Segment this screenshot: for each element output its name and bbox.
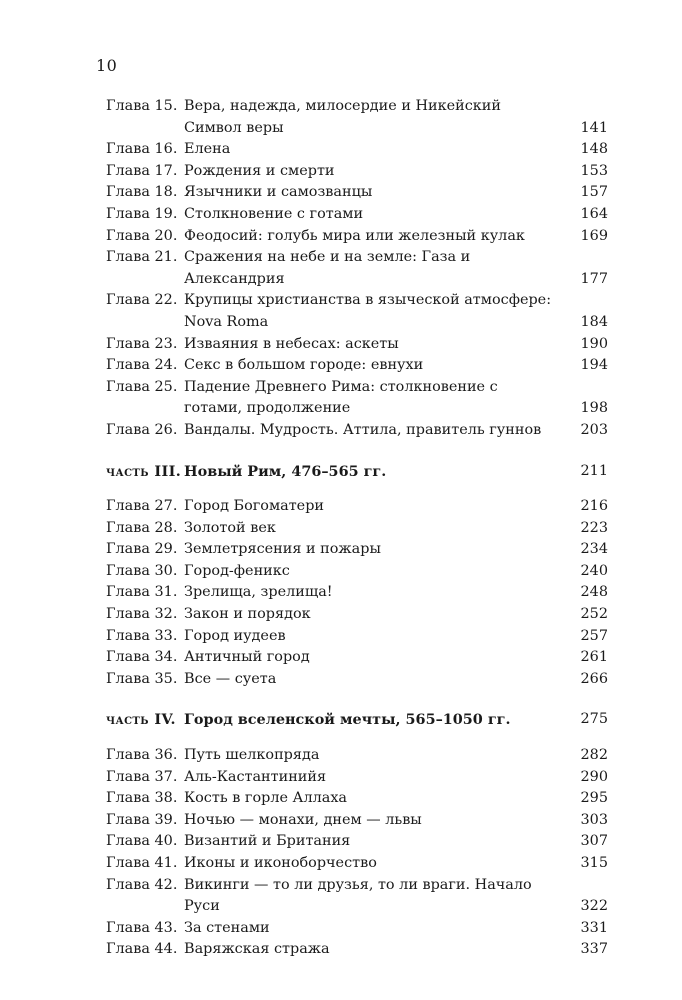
chapter-title: За стенами bbox=[184, 919, 270, 936]
toc-entry[interactable] bbox=[106, 139, 608, 161]
toc-entry[interactable] bbox=[106, 582, 608, 604]
chapter-title: Вандалы. Мудрость. Аттила, правитель гуннов bbox=[184, 421, 542, 438]
chapter-label: Глава 25. bbox=[106, 378, 178, 395]
toc-entry[interactable] bbox=[106, 161, 608, 183]
part-title: Новый Рим, 476–565 гг. bbox=[184, 462, 387, 480]
chapter-label: Глава 32. bbox=[106, 606, 178, 623]
chapter-title: Путь шелкопряда bbox=[184, 747, 320, 764]
page-ref: 257 bbox=[580, 627, 608, 644]
page-ref: 223 bbox=[580, 519, 608, 536]
chapter-title: Античный город bbox=[184, 649, 310, 666]
page-ref: 295 bbox=[580, 790, 608, 807]
chapter-label: Глава 21. bbox=[106, 249, 178, 266]
page-ref: 261 bbox=[580, 649, 608, 666]
chapter-title: Елена bbox=[184, 141, 231, 158]
page-ref: 157 bbox=[580, 184, 608, 201]
part-label: часть IV. bbox=[106, 711, 176, 729]
page-ref: 194 bbox=[580, 357, 608, 374]
part-title: Город вселенской мечты, 565–1050 гг. bbox=[184, 711, 511, 729]
chapter-title: Зрелища, зрелища! bbox=[184, 584, 333, 601]
page-ref: 290 bbox=[580, 768, 608, 785]
page-ref: 322 bbox=[580, 898, 608, 915]
part-heading[interactable] bbox=[106, 461, 608, 483]
toc-entry[interactable] bbox=[106, 853, 608, 875]
chapter-title: Падение Древнего Рима: столкновение с готами, продолжение bbox=[184, 378, 498, 417]
toc-entry[interactable] bbox=[106, 831, 608, 853]
chapter-label: Глава 20. bbox=[106, 227, 178, 244]
toc-entry[interactable] bbox=[106, 561, 608, 583]
chapter-label: Глава 37. bbox=[106, 768, 178, 785]
chapter-title: Город иудеев bbox=[184, 627, 286, 644]
page-ref: 303 bbox=[580, 811, 608, 828]
page-ref: 331 bbox=[580, 919, 608, 936]
toc-entry[interactable] bbox=[106, 226, 608, 248]
toc-entry[interactable] bbox=[106, 204, 608, 226]
page-ref: 275 bbox=[580, 711, 608, 728]
page-ref: 184 bbox=[580, 313, 608, 330]
page-ref: 234 bbox=[580, 541, 608, 558]
toc-entry[interactable] bbox=[106, 669, 608, 691]
chapter-label: Глава 15. bbox=[106, 98, 178, 114]
chapter-title: Город-феникс bbox=[184, 562, 290, 579]
chapter-title: Золотой век bbox=[184, 519, 276, 536]
page-ref: 337 bbox=[580, 941, 608, 958]
chapter-label: Глава 38. bbox=[106, 790, 178, 807]
page-ref: 198 bbox=[580, 400, 608, 417]
chapter-label: Глава 29. bbox=[106, 541, 178, 558]
toc-entry[interactable] bbox=[106, 377, 608, 420]
chapter-label: Глава 31. bbox=[106, 584, 178, 601]
chapter-label: Глава 16. bbox=[106, 141, 178, 158]
chapter-title: Закон и порядок bbox=[184, 606, 311, 623]
chapter-label: Глава 35. bbox=[106, 670, 178, 687]
chapter-label: Глава 34. bbox=[106, 649, 178, 666]
chapter-title: Ночью — монахи, днем — львы bbox=[184, 811, 422, 828]
toc-entry[interactable] bbox=[106, 518, 608, 540]
page-ref: 141 bbox=[580, 119, 608, 136]
chapter-title: Все — суета bbox=[184, 670, 277, 687]
page-ref: 216 bbox=[580, 498, 608, 515]
toc-entry[interactable] bbox=[106, 247, 608, 290]
chapter-title: Изваяния в небесах: аскеты bbox=[184, 335, 399, 352]
chapter-label: Глава 27. bbox=[106, 498, 178, 515]
chapter-label: Глава 22. bbox=[106, 292, 178, 309]
chapter-title: Византий и Британия bbox=[184, 833, 351, 850]
chapter-label: Глава 44. bbox=[106, 941, 178, 958]
chapter-label: Глава 19. bbox=[106, 205, 178, 222]
page-ref: 248 bbox=[580, 584, 608, 601]
toc-entry[interactable] bbox=[106, 334, 608, 356]
chapter-label: Глава 42. bbox=[106, 876, 178, 893]
toc-entry[interactable] bbox=[106, 539, 608, 561]
part-label: часть III. bbox=[106, 462, 182, 480]
toc-entry[interactable] bbox=[106, 788, 608, 810]
page-ref: 315 bbox=[580, 855, 608, 871]
chapter-title: Столкновение с готами bbox=[184, 205, 364, 222]
chapter-title: Город Богоматери bbox=[184, 498, 324, 515]
toc-entry[interactable] bbox=[106, 918, 608, 940]
chapter-label: Глава 33. bbox=[106, 627, 178, 644]
chapter-title: Кость в горле Аллаха bbox=[184, 790, 348, 807]
chapter-title: Сражения на небе и на земле: Газа и Александрия bbox=[184, 249, 471, 287]
chapter-label: Глава 30. bbox=[106, 562, 178, 579]
chapter-label: Глава 17. bbox=[106, 162, 178, 179]
chapter-title: Язычники и самозванцы bbox=[184, 184, 373, 201]
chapter-label: Глава 23. bbox=[106, 335, 178, 352]
page-ref: 164 bbox=[580, 205, 608, 222]
toc-entry[interactable] bbox=[106, 496, 608, 518]
page-ref: 282 bbox=[580, 747, 608, 764]
chapter-label: Глава 18. bbox=[106, 184, 178, 201]
toc-entry[interactable] bbox=[106, 745, 608, 767]
page-ref: 240 bbox=[580, 562, 608, 579]
toc-entry[interactable] bbox=[106, 626, 608, 648]
chapter-label: Глава 43. bbox=[106, 919, 178, 936]
chapter-title: Крупицы христианства в языческой атмосфере: Nova Roma bbox=[184, 292, 552, 330]
toc-entry[interactable] bbox=[106, 647, 608, 669]
page-ref: 211 bbox=[580, 462, 608, 479]
chapter-title: Викинги — то ли друзья, то ли враги. Начало Руси bbox=[184, 876, 532, 915]
part-heading[interactable] bbox=[106, 709, 608, 731]
toc-entry[interactable] bbox=[106, 290, 608, 333]
chapter-label: Глава 36. bbox=[106, 747, 178, 764]
chapter-title: Секс в большом городе: евнухи bbox=[184, 357, 424, 374]
page-ref: 153 bbox=[580, 162, 608, 179]
chapter-title: Феодосий: голубь мира или железный кулак bbox=[184, 227, 525, 244]
page-ref: 266 bbox=[580, 670, 608, 687]
chapter-label: Глава 24. bbox=[106, 357, 178, 374]
page-number: 10 bbox=[96, 56, 118, 75]
chapter-label: Глава 39. bbox=[106, 811, 178, 828]
chapter-label: Глава 41. bbox=[106, 855, 178, 871]
toc-entry[interactable] bbox=[106, 182, 608, 204]
chapter-title: Рождения и смерти bbox=[184, 162, 335, 179]
toc-entry[interactable] bbox=[106, 810, 608, 832]
chapter-title: Вера, надежда, милосердие и Никейский Символ веры bbox=[184, 98, 501, 136]
chapter-title: Иконы и иконоборчество bbox=[184, 855, 377, 871]
chapter-title: Землетрясения и пожары bbox=[184, 541, 381, 558]
page-ref: 177 bbox=[580, 270, 608, 287]
page-ref: 169 bbox=[580, 227, 608, 244]
toc-entry[interactable] bbox=[106, 355, 608, 377]
chapter-label: Глава 28. bbox=[106, 519, 178, 536]
chapter-title: Аль-Кастантинийя bbox=[184, 768, 327, 785]
toc-entry[interactable] bbox=[106, 604, 608, 626]
page-ref: 148 bbox=[580, 141, 608, 158]
page-ref: 190 bbox=[580, 335, 608, 352]
toc-entry[interactable] bbox=[106, 420, 608, 442]
toc-entry[interactable] bbox=[106, 875, 608, 918]
page-ref: 252 bbox=[580, 606, 608, 623]
chapter-label: Глава 40. bbox=[106, 833, 178, 850]
toc-entry[interactable] bbox=[106, 767, 608, 789]
page-ref: 307 bbox=[580, 833, 608, 850]
chapter-label: Глава 26. bbox=[106, 421, 178, 438]
toc-entry[interactable] bbox=[106, 939, 608, 961]
table-of-contents bbox=[106, 96, 608, 961]
chapter-title: Варяжская стража bbox=[184, 941, 330, 958]
toc-entry[interactable] bbox=[106, 96, 608, 139]
page-ref: 203 bbox=[580, 421, 608, 438]
